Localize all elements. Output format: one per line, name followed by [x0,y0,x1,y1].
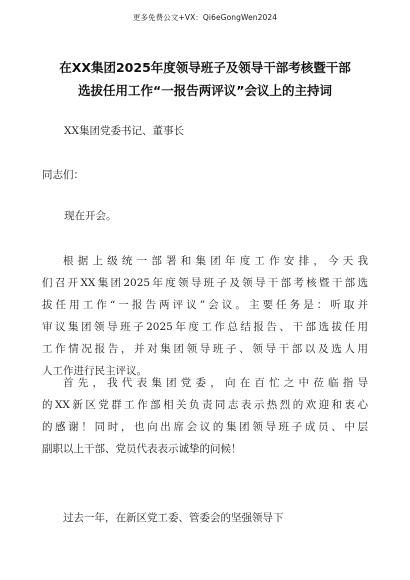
title-line-1: 在XX集团2025年度领导班子及领导干部考核暨干部 [59,60,351,75]
paragraph [42,372,368,460]
paragraph-line: 过去一年，在新区党工委、管委会的坚强领导下 [63,512,284,524]
paragraph-line: 首先，我代表集团党委，向在百忙之中莅临指导 [63,377,368,389]
paragraph [42,250,368,382]
paragraph [42,507,368,529]
paragraph-line: 们召开XX集团2025年度领导班子及领导干部考核暨干部选 [42,277,368,289]
opening-line: 现在开会。 [64,210,117,222]
paragraph-line: 审议集团领导班子2025年度工作总结报告、干部选拔任用 [42,321,368,333]
header-note: 更多免费公文+VX：Qi6eGongWen2024 [132,13,278,22]
speaker-role: XX集团党委书记、董事长 [64,125,184,137]
paragraph-line: 根据上级统一部署和集团年度工作安排，今天我 [63,255,368,267]
paragraph-line: 工作情况报告，并对集团领导班子、领导干部以及选人用 [42,343,368,355]
paragraph-line: 人工作进行民主评议。 [42,365,147,377]
document-title [40,56,370,102]
salutation: 同志们： [42,169,84,181]
paragraph-line: 的XX新区党群工作部相关负责同志表示热烈的欢迎和衷心 [42,399,368,411]
paragraph-line: 副职以上干部、党员代表表示诚挚的问候！ [42,443,242,455]
paragraph-line: 拔任用工作“一报告两评议”会议。主要任务是：听取并 [42,299,368,311]
title-line-2: 选拔任用工作“一报告两评议”会议上的主持词 [78,83,332,98]
paragraph-line: 的感谢！同时，也向出席会议的集团领导班子成员、中层 [42,421,368,433]
